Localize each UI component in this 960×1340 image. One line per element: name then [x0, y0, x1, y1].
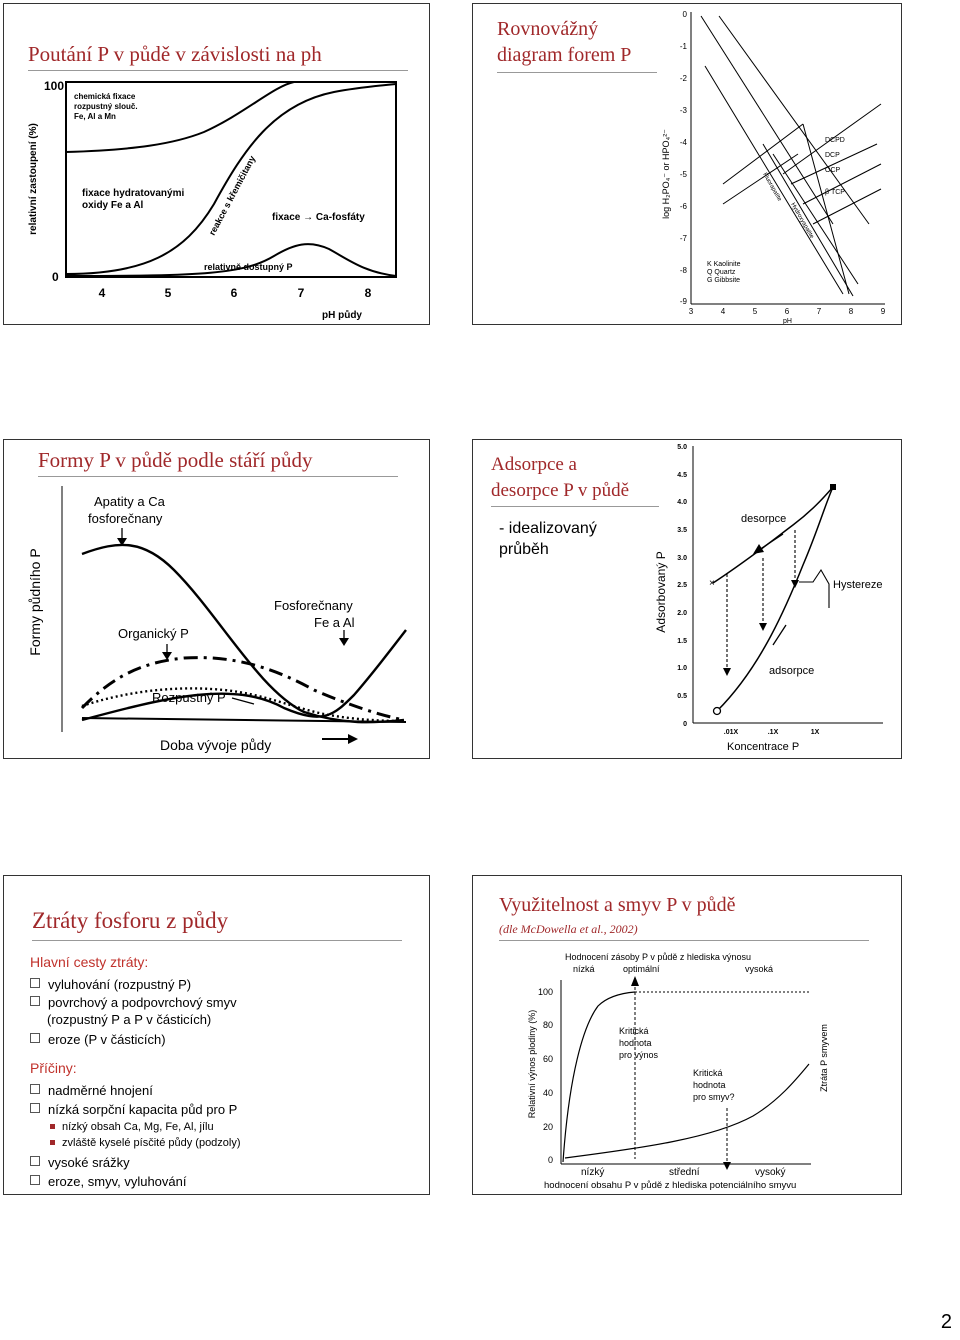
x-axis-label: pH	[783, 318, 792, 325]
y-ticks	[677, 444, 687, 728]
desorption-end-marker: ×	[709, 578, 715, 589]
label-fe-al-1: Fosforečnany	[274, 598, 353, 613]
y-tick: -5	[679, 170, 687, 179]
adsorption-start-point	[714, 708, 721, 715]
item-text: povrchový a podpovrchový smyv	[48, 995, 237, 1010]
y-tick: 20	[542, 1122, 553, 1132]
label-ca-phosphates: fixace → Ca-fosfáty	[272, 212, 365, 223]
x-tick-6: 6	[230, 286, 238, 300]
arrowhead	[723, 668, 731, 676]
title-underline	[32, 940, 402, 941]
label-hydroxyapatite: Hydroxyapatite	[789, 202, 815, 240]
arrowhead	[759, 623, 767, 631]
runoff-curve	[565, 1064, 809, 1158]
y-tick: 3.0	[677, 555, 687, 562]
label-dcpd: DCPD	[825, 137, 845, 144]
x-tick: 5	[752, 307, 758, 316]
item-text: vysoké srážky	[48, 1155, 130, 1170]
sub-list-item	[50, 1121, 214, 1133]
bullet-square-icon	[30, 978, 40, 988]
hysteresis-chart	[473, 440, 902, 759]
curve-organic	[82, 658, 404, 720]
x-tick: 4	[720, 307, 726, 316]
x-tick: .1X	[767, 729, 779, 736]
y-ticks	[538, 987, 553, 1165]
subtitle-line-1: - idealizovaný	[499, 520, 597, 537]
line-dcp	[791, 144, 877, 184]
label-beta-tcp: β TCP	[825, 189, 845, 196]
slide-p-forms-soil-age	[3, 439, 430, 759]
slide-title-line-2: desorpce P v půdě	[491, 480, 630, 501]
hysteresis-bracket	[799, 570, 829, 608]
equilibrium-chart	[473, 4, 902, 325]
arrow-fe-al-head	[339, 638, 349, 646]
x-tick: 1X	[810, 729, 820, 736]
y-tick: 4.0	[677, 499, 687, 506]
list-item	[30, 1032, 166, 1047]
label-silicate-reaction: reakce s křemičitany	[206, 154, 258, 237]
list-item	[30, 1083, 153, 1098]
crit-yield-arrowhead	[631, 976, 639, 986]
bullet-filled-square-icon	[50, 1124, 55, 1129]
item-text: eroze (P v částicích)	[48, 1032, 166, 1047]
crit-runoff-label-2: hodnota	[693, 1080, 726, 1090]
curve-soluble	[82, 688, 406, 721]
label-chemical-fixation-3: Fe, Al a Mn	[74, 112, 116, 121]
y-tick: -4	[679, 138, 687, 147]
y-axis-label: Formy půdního P	[27, 548, 43, 656]
y-tick: 80	[542, 1020, 553, 1030]
line-fe	[719, 16, 869, 224]
label-organic: Organický P	[118, 626, 189, 641]
y-tick-100: 100	[44, 79, 65, 93]
x-tick-8: 8	[364, 286, 372, 300]
crit-yield-label-1: Kritická	[619, 1026, 649, 1036]
list-item	[30, 1102, 237, 1117]
y-tick: 60	[542, 1054, 553, 1064]
slide-title-line-2: diagram forem P	[497, 44, 632, 66]
line-q	[723, 154, 798, 204]
list-item	[30, 1155, 130, 1170]
x-axis-label: Doba vývoje půdy	[160, 737, 272, 753]
bullet-square-icon	[30, 1175, 40, 1185]
bottom-label-mid: střední	[669, 1167, 700, 1178]
label-ocp: OCP	[825, 167, 841, 174]
y-tick: 5.0	[677, 444, 687, 451]
page-number: 2	[940, 1311, 952, 1333]
x-axis-label: pH půdy	[322, 310, 362, 321]
slide-title: Formy P v půdě podle stáří půdy	[38, 448, 313, 472]
y-axis-label: log H₂PO₄⁻ or HPO₄²⁻	[661, 129, 671, 219]
top-label-optimal: optimální	[623, 964, 660, 974]
crit-runoff-arrowhead	[723, 1162, 731, 1170]
y-tick: 100	[537, 987, 553, 997]
bottom-label-low: nízký	[581, 1167, 605, 1178]
x-tick: 9	[880, 307, 886, 316]
list-item	[30, 1174, 186, 1189]
y-tick: -8	[679, 266, 687, 275]
bullet-filled-square-icon	[50, 1140, 55, 1145]
bottom-axis-title: hodnocení obsahu P v půdě z hlediska potenciálního smyvu	[544, 1180, 797, 1191]
y-ticks	[680, 10, 688, 306]
label-fluorapatite: Fluorapatite	[761, 172, 783, 203]
ph-binding-chart	[4, 4, 430, 325]
y-tick: 2.0	[677, 610, 687, 617]
x-tick-4: 4	[98, 286, 106, 300]
bullet-square-icon	[30, 1033, 40, 1043]
arrow-organic-head	[162, 652, 172, 660]
line-al	[701, 16, 833, 224]
y-tick: 0.5	[677, 693, 687, 700]
x-tick-5: 5	[164, 286, 172, 300]
y-tick: 0	[682, 10, 687, 19]
label-soluble: Rozpustný P	[152, 690, 226, 705]
slide-title-line-1: Rovnovážný	[497, 18, 599, 40]
legend-quartz: Q Quartz	[707, 269, 736, 276]
x-tick-7: 7	[297, 286, 305, 300]
slide-adsorption-desorption	[472, 439, 902, 759]
top-label-high: vysoká	[745, 964, 774, 974]
slide-p-availability-runoff	[472, 875, 902, 1195]
arrow-soluble	[232, 698, 254, 704]
x-tick: 8	[848, 307, 854, 316]
y-tick: 3.5	[677, 527, 687, 534]
line-al-strengite	[705, 66, 843, 294]
heading-causes: Příčiny:	[30, 1060, 77, 1076]
label-chemical-fixation-2: rozpustný slouč.	[74, 102, 138, 111]
y-tick: -9	[679, 297, 687, 306]
x-tick: 7	[816, 307, 822, 316]
curve-top-point	[830, 484, 836, 490]
bullet-square-icon	[30, 996, 40, 1006]
desorption-arrow	[759, 534, 783, 550]
y-axis-label: Adsorbovaný P	[654, 551, 668, 633]
label-desorption: desorpce	[741, 513, 787, 525]
label-hydrated-oxides-1: fixace hydratovanými	[82, 188, 185, 199]
label-fe-al-2: Fe a Al	[314, 615, 355, 630]
x-ticks	[99, 286, 372, 300]
legend-kaolinite: K Kaolinite	[707, 261, 741, 268]
label-dcp: DCP	[825, 152, 840, 159]
bottom-label-high: vysoký	[755, 1167, 786, 1178]
x-axis-arrow-head	[348, 734, 358, 744]
yield-curve	[563, 992, 635, 1162]
bullet-square-icon	[30, 1084, 40, 1094]
top-axis-title: Hodnocení zásoby P v půdě z hlediska výnosu	[565, 952, 751, 962]
x-ticks	[689, 307, 886, 316]
line-hydroxy	[773, 154, 858, 284]
y-tick: -1	[679, 42, 687, 51]
item-text: nízký obsah Ca, Mg, Fe, Al, jílu	[62, 1121, 214, 1133]
y-axis-label: Relativní výnos plodiny (%)	[527, 1009, 537, 1119]
bullet-square-icon	[30, 1156, 40, 1166]
x-tick: 6	[784, 307, 790, 316]
label-apatite-2: fosforečnany	[88, 511, 163, 526]
item-text: nízká sorpční kapacita půd pro P	[48, 1102, 238, 1117]
y-tick: -7	[679, 234, 687, 243]
y-tick: 1.0	[677, 665, 687, 672]
crit-runoff-label-3: pro smyv?	[693, 1092, 735, 1102]
crit-yield-label-2: hodnota	[619, 1038, 652, 1048]
crit-yield-label-3: pro výnos	[619, 1050, 659, 1060]
p-forms-chart	[4, 440, 430, 759]
x-tick: 3	[688, 307, 694, 316]
subtitle-line-2: průběh	[499, 541, 549, 558]
x-axis-label: Koncentrace P	[727, 741, 800, 753]
bullet-square-icon	[30, 1103, 40, 1113]
y-tick: 0	[547, 1155, 553, 1165]
slide-title-line-1: Adsorpce a	[491, 454, 577, 475]
label-apatite-1: Apatity a Ca	[94, 494, 165, 509]
item-text: vyluhování (rozpustný P)	[48, 977, 192, 992]
y2-axis-label: Ztráta P smyvem	[819, 1024, 829, 1092]
slide-equilibrium-diagram	[472, 3, 902, 325]
item-text: nadměrné hnojení	[48, 1083, 153, 1098]
label-chemical-fixation-1: chemická fixace	[74, 92, 136, 101]
heading-loss-routes: Hlavní cesty ztráty:	[30, 954, 149, 970]
item-text: eroze, smyv, vyluhování	[48, 1174, 187, 1189]
x-ticks	[724, 729, 820, 736]
list-item	[30, 977, 191, 992]
list-item	[30, 995, 237, 1010]
arrowhead	[791, 580, 799, 588]
label-hydrated-oxides-2: oxidy Fe a Al	[82, 200, 144, 211]
y-tick-0: 0	[52, 270, 59, 284]
label-available-p: relativně dostupný P	[204, 262, 293, 272]
legend-gibbsite: G Gibbsite	[707, 277, 741, 284]
slide-title: Poutání P v půdě v závislosti na ph	[28, 42, 322, 66]
slide-p-losses	[3, 875, 430, 1195]
slide-p-binding-ph	[3, 3, 430, 325]
y-tick: -6	[679, 202, 687, 211]
item-text: zvláště kyselé písčité půdy (podzoly)	[62, 1137, 241, 1149]
crit-runoff-label-1: Kritická	[693, 1068, 723, 1078]
citation: (dle McDowella et al., 2002)	[499, 922, 638, 936]
list-item-continuation: (rozpustný P a P v částicích)	[47, 1012, 212, 1027]
x-tick: .01X	[723, 729, 739, 736]
y-tick: 40	[542, 1088, 553, 1098]
slide-title: Využitelnost a smyv P v půdě	[499, 894, 736, 916]
slide-title: Ztráty fosforu z půdy	[32, 908, 229, 933]
y-axis-label: relativní zastoupení (%)	[28, 123, 39, 235]
sub-list-item	[50, 1137, 241, 1149]
top-label-low: nízká	[573, 964, 595, 974]
line-ocp	[803, 164, 881, 204]
y-tick: 4.5	[677, 472, 687, 479]
y-tick: 1.5	[677, 638, 687, 645]
y-tick: 2.5	[677, 582, 687, 589]
equilibrium-lines	[701, 16, 881, 296]
availability-runoff-chart	[473, 876, 902, 1195]
y-tick: -2	[679, 74, 687, 83]
y-tick: 0	[683, 721, 687, 728]
label-hysteresis: Hystereze	[833, 579, 883, 591]
y-tick: -3	[679, 106, 687, 115]
label-adsorption: adsorpce	[769, 665, 815, 677]
